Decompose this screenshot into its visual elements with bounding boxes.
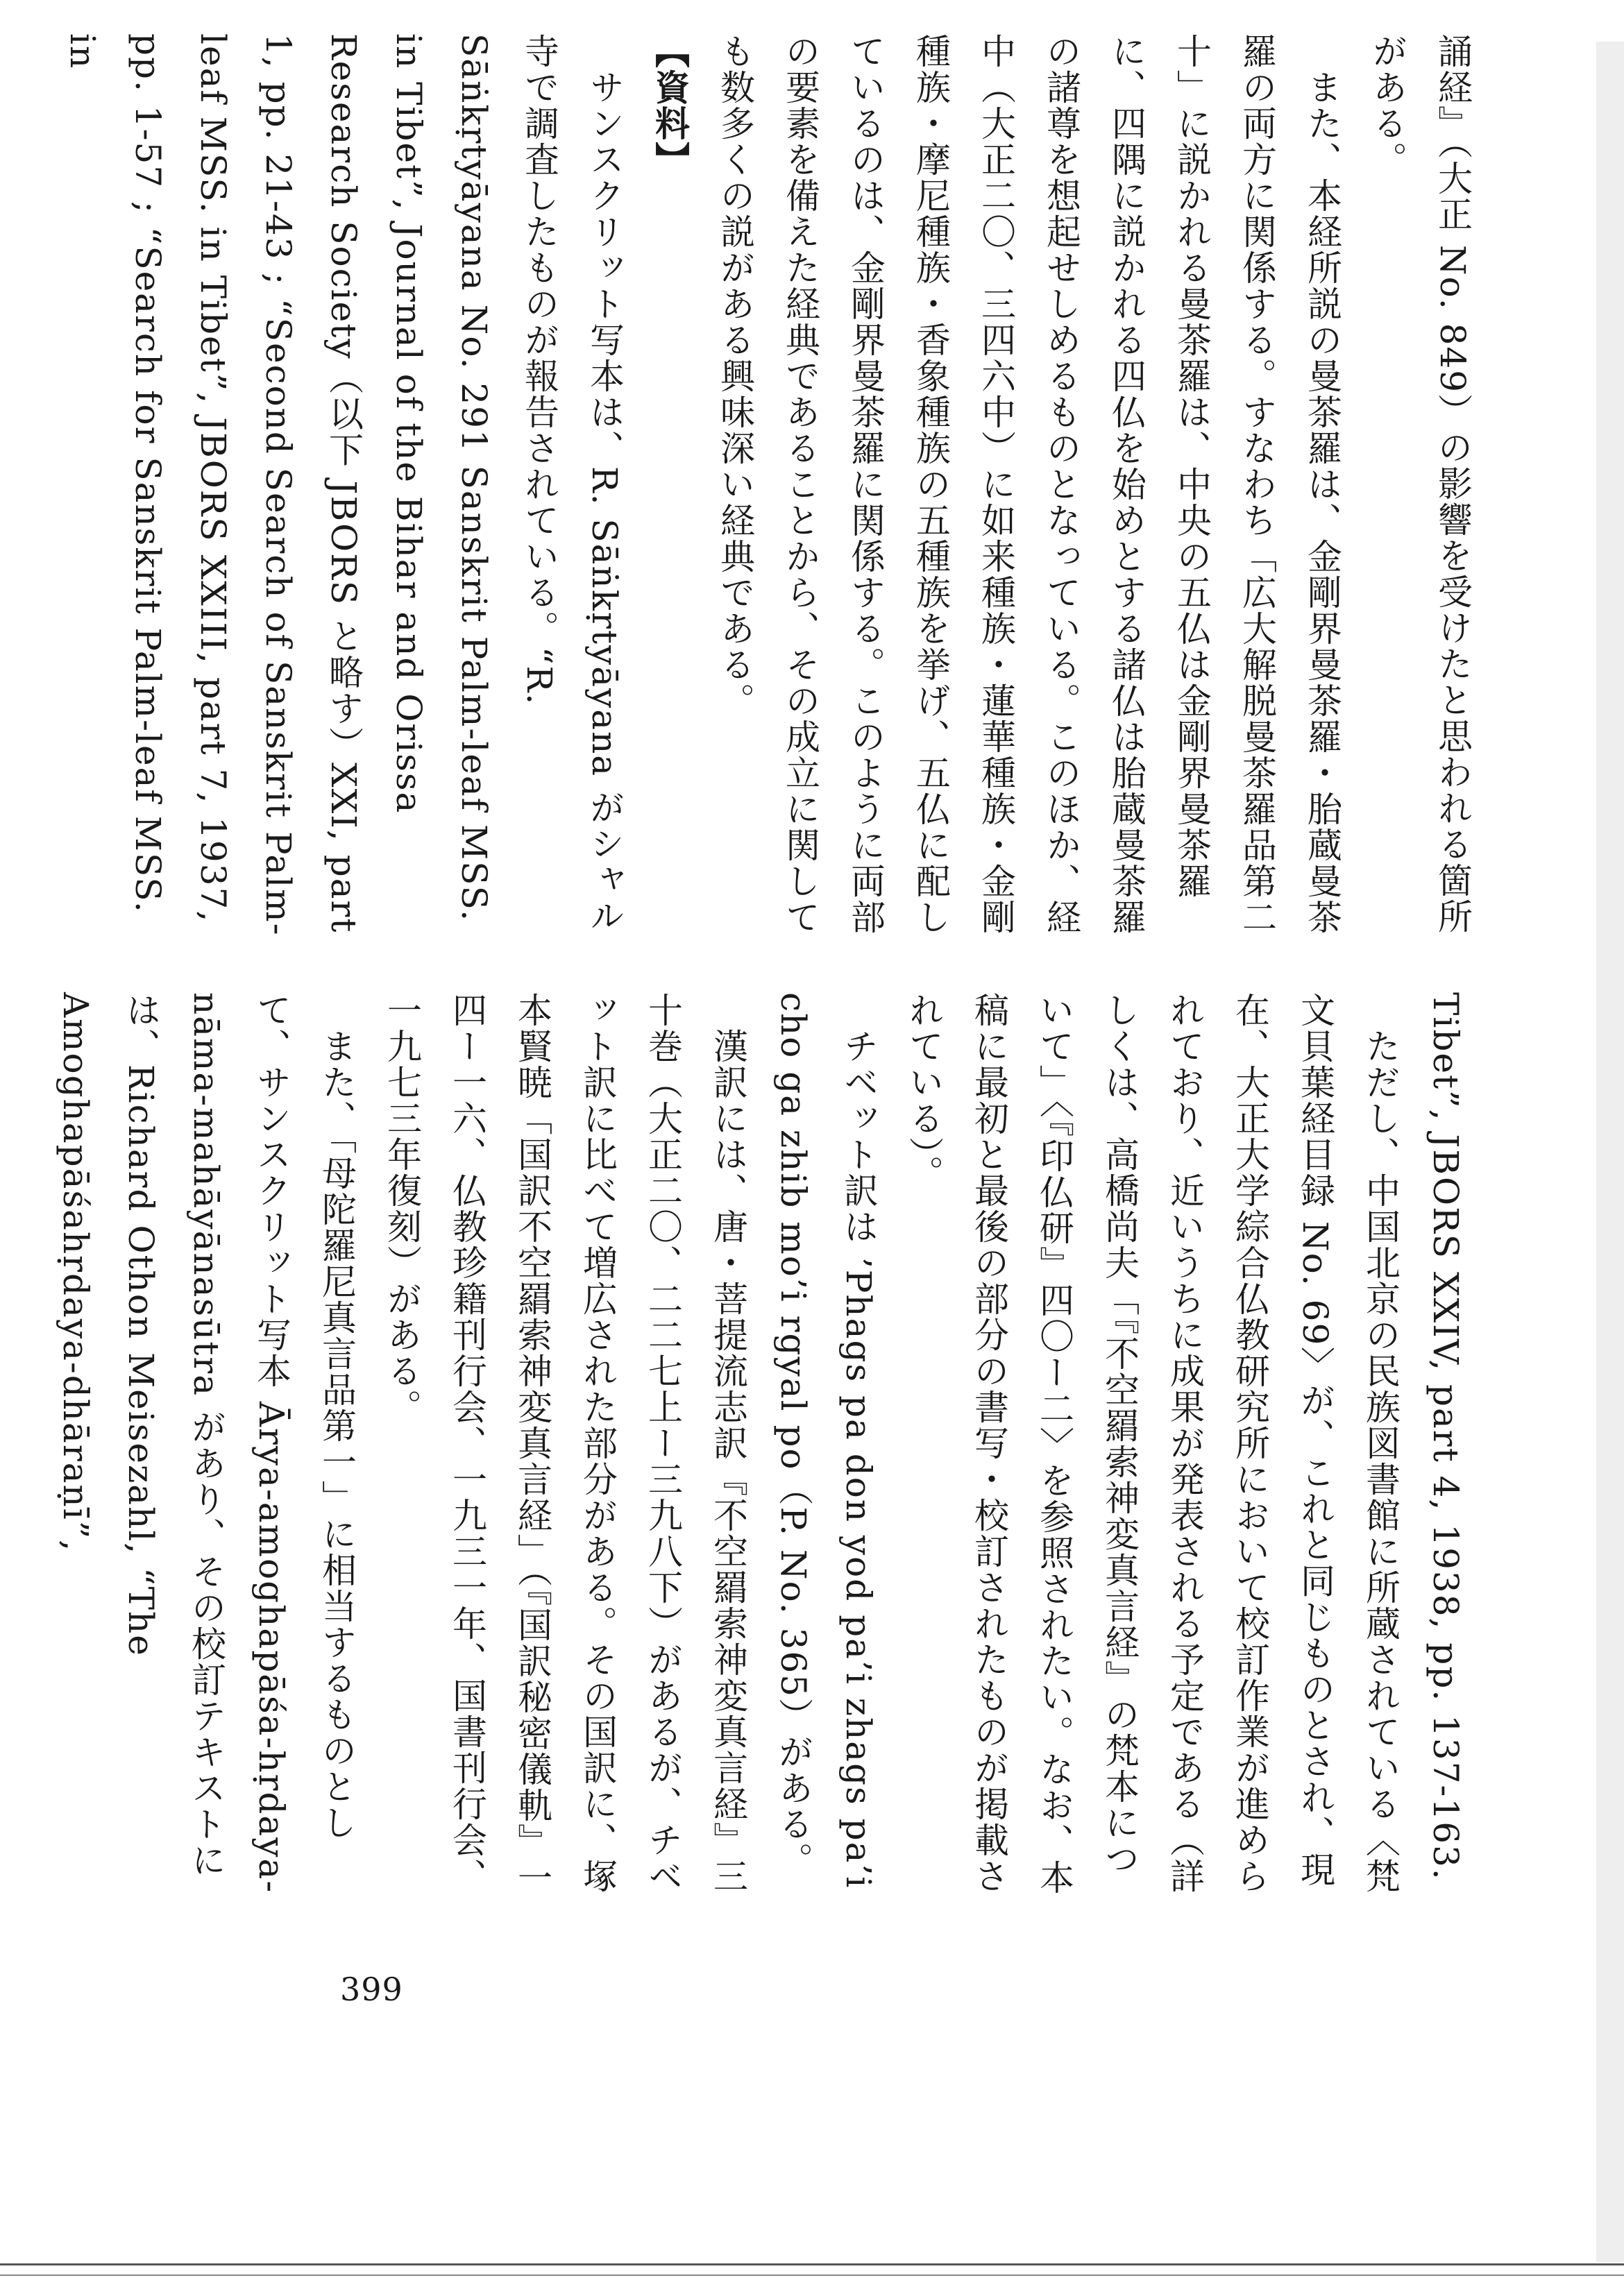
paragraph: また、「母陀羅尼真言品第一」に相当するものとして、サンスクリット写本 Ārya-amoghapāśa-hṛdaya-nāma-mahāyānasūtra があり、その校訂テキストには、Richard Othon Meisezahl, “The Amoghapāśahṛdaya-dhāraṇī”, (56, 992, 357, 1894)
text-block-lower (56, 992, 1478, 1908)
scan-edge-line (0, 2274, 1624, 2276)
paragraph: 誦経』（大正 No. 849）の影響を受けたと思われる箇所がある。 (1367, 33, 1473, 935)
paragraph: ただし、中国北京の民族図書館に所蔵されている〈梵文貝葉経目録 No. 69〉が、これと同じものとされ、現在、大正大学綜合仏教研究所において校訂作業が進められており、近いうちに成果が発表される予定である（詳しくは、高橋尚夫「『不空羂索神変真言経』の梵本について」〈『印仏研』四〇ー二〉を参照されたい。なお、本稿に最初と最後の部分の書写・校訂されたものが掲載されている）。 (904, 992, 1401, 1896)
paragraph: また、本経所説の曼茶羅は、金剛界曼茶羅・胎蔵曼茶羅の両方に関係する。すなわち「広大解脱曼茶羅品第二十」に説かれる曼茶羅は、中央の五仏は金剛界曼茶羅に、四隅に説かれる四仏を始めとする諸仏は胎蔵曼茶羅の諸尊を想起せしめるものとなっている。このほか、経中（大正二〇、三四六中）に如来種族・蓮華種族・金剛種族・摩尼種族・香象種族の五種族を挙げ、五仏に配しているのは、金剛界曼茶羅に関係する。このように両部の要素を備えた経典であることから、その成立に関しても数多くの説がある興味深い経典である。 (715, 33, 1342, 935)
paragraph: チベット訳は ’Phags pa don yod pa’i zhags pa’i cho ga zhib mo’i rgyal po（P. No. 365）がある。 (773, 992, 879, 1889)
paragraph: サンスクリット写本は、R. Sāṅkṛtyāyana がシャル寺で調査したものが報告されている。“R. Sāṅkṛtyāyana No. 291 Sanskrit Palm-leaf MSS. in Tibet”, Journal of the Bihar and Orissa Research Society（以下 JBORS と略す）XXI, part 1, pp. 21-43 ; “Second Search of Sanskrit Palm-leaf MSS. in Tibet”, JBORS XXIII, part 7, 1937, pp. 1-57 ; “Search for Sanskrit Palm-leaf MSS. in (62, 33, 625, 937)
section-heading: 【資料】 (650, 33, 691, 178)
page-number: 399 (340, 1971, 403, 2008)
paragraph: Tibet”, JBORS XXIV, part 4, 1938, pp. 137-163. (1426, 992, 1466, 1881)
page-edge-shadow (1596, 42, 1624, 2262)
scan-edge-line (0, 2263, 1624, 2265)
text-block-upper (62, 33, 1485, 956)
paragraph: 漢訳には、唐・菩提流志訳『不空羂索神変真言経』三十巻（大正二〇、二二七上ー三九八下）があるが、チベット訳に比べて増広された部分がある。その国訳に、塚本賢暁「国訳不空羂索神変真言経」（『国訳秘密儀軌』一四ー一六、仏教珍籍刊行会、一九三一年、国書刊行会、一九七三年復刻）がある。 (382, 992, 748, 1896)
